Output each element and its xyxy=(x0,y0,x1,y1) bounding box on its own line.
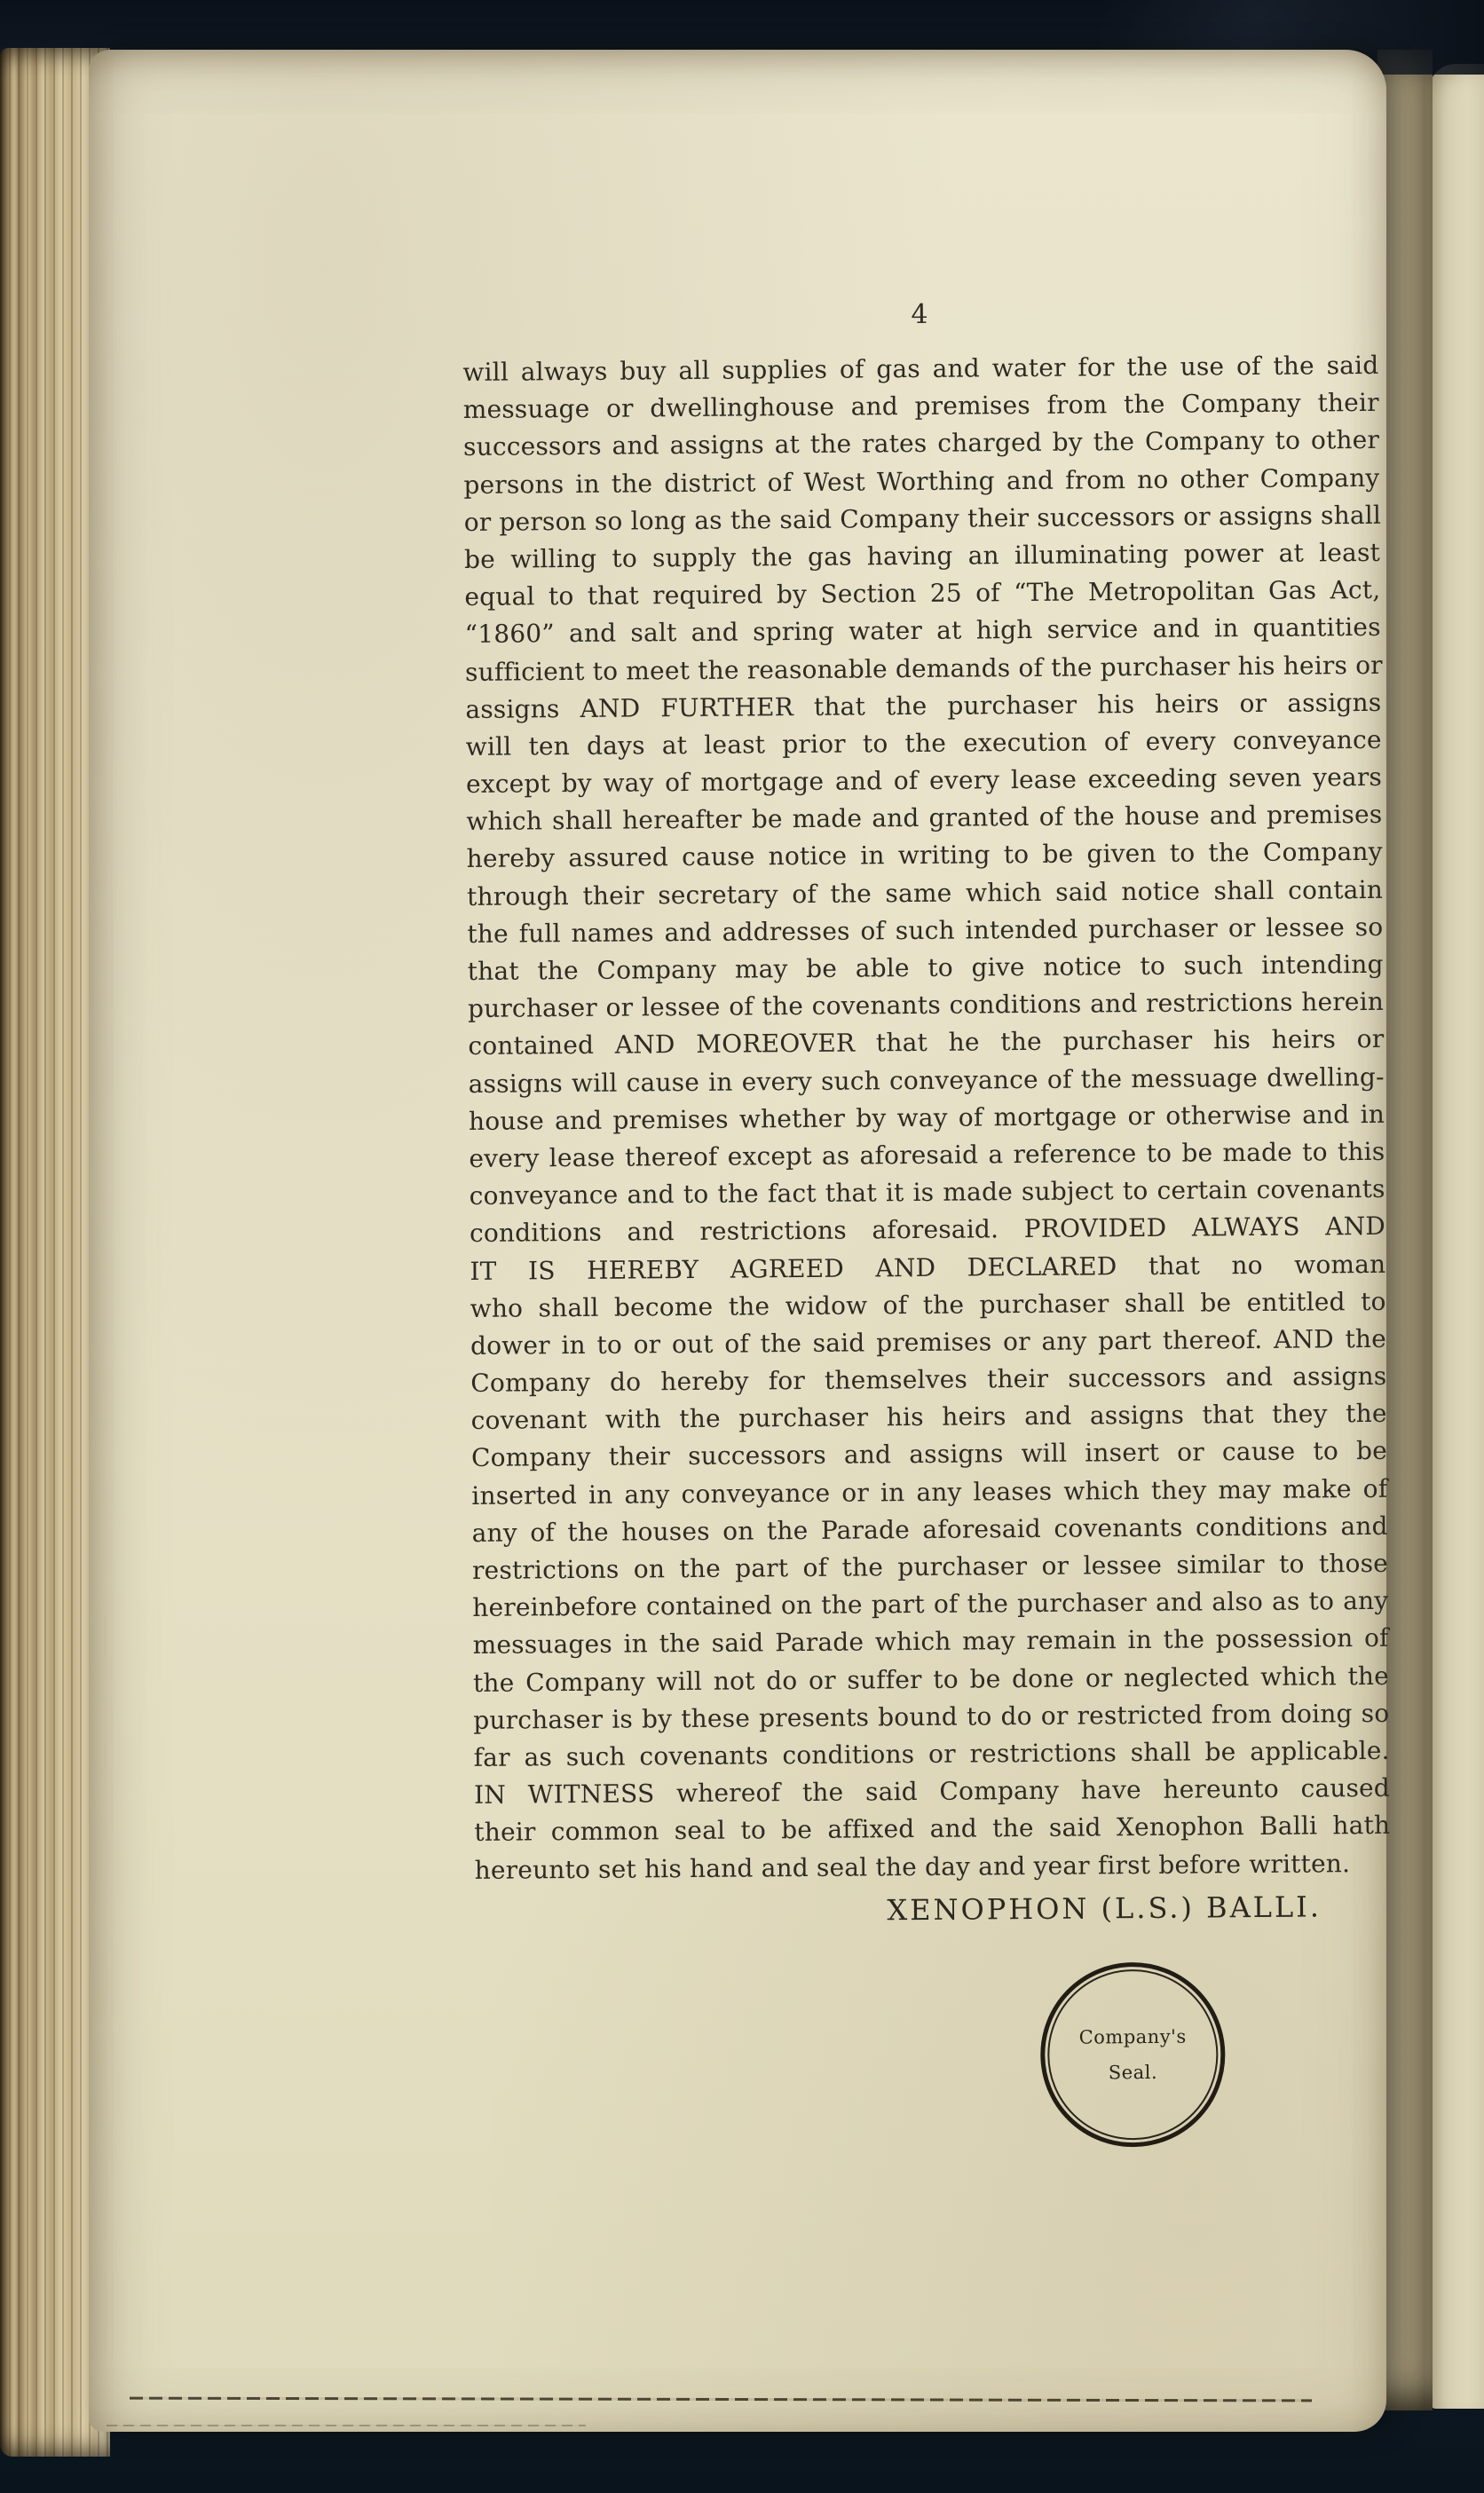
text-line: contained AND MOREOVER that he the purchaser his heirs or xyxy=(468,1024,1385,1061)
text-line: who shall become the widow of the purchaser shall be entitled to xyxy=(470,1286,1386,1323)
page-stitch-line-faint xyxy=(107,2425,586,2426)
seal-text-line2: Seal. xyxy=(1108,2061,1158,2084)
signature-line: XENOPHON (L.S.) BALLI. xyxy=(887,1889,1322,1928)
text-line: purchaser is by these presents bound to do or restricted from doing so xyxy=(473,1698,1390,1735)
text-line: that the Company may be able to give notice to such intending xyxy=(467,949,1384,986)
text-line: every lease thereof except as aforesaid a reference to be made to this xyxy=(469,1136,1385,1173)
text-line: inserted in any conveyance or in any leases which they may make of xyxy=(471,1473,1388,1511)
text-line: messuage or dwellinghouse and premises from the Company their xyxy=(462,388,1379,425)
text-line: hereinbefore contained on the part of the purchaser and also as to any xyxy=(472,1586,1389,1623)
text-line: “1860” and salt and spring water at high service and in quantities xyxy=(464,612,1381,650)
text-line: successors and assigns at the rates charged by the Company to other xyxy=(462,425,1380,462)
text-line: any of the houses on the Parade aforesaid covenants conditions and xyxy=(471,1511,1388,1548)
text-line: equal to that required by Section 25 of “The Metropolitan Gas Act, xyxy=(464,574,1381,612)
page-number: 4 xyxy=(911,298,930,331)
text-line: hereunto set his hand and seal the day and year first before written. xyxy=(474,1848,1351,1885)
text-line: IT IS HEREBY AGREED AND DECLARED that no woman xyxy=(470,1249,1386,1286)
text-line: the full names and addresses of such intended purchaser or lessee so xyxy=(467,911,1384,949)
text-line: IN WITNESS whereof the said Company have hereunto caused xyxy=(473,1772,1391,1811)
text-line: or person so long as the said Company their successors or assigns shall xyxy=(463,500,1382,537)
text-line: conveyance and to the fact that it is made subject to certain covenants xyxy=(469,1173,1385,1211)
text-line: except by way of mortgage and of every lease exceeding seven years xyxy=(465,761,1383,800)
text-line: their common seal to be affixed and the said Xenophon Balli hath xyxy=(474,1811,1391,1848)
text-line: far as such covenants conditions or restrictions shall be applicable. xyxy=(473,1735,1390,1772)
page-content xyxy=(82,45,1398,2437)
text-line: purchaser or lessee of the covenants conditions and restrictions herein xyxy=(467,987,1385,1024)
text-line: sufficient to meet the reasonable demands of the purchaser his heirs or xyxy=(464,650,1383,687)
next-page-edge xyxy=(1429,64,1484,2409)
text-line: persons in the district of West Worthing and from no other Company xyxy=(463,462,1380,500)
text-line: will ten days at least prior to the execution of every conveyance xyxy=(465,724,1382,761)
text-line: the Company will not do or suffer to be done or neglected which the xyxy=(472,1661,1390,1698)
text-line: Company their successors and assigns will insert or cause to be xyxy=(470,1436,1388,1473)
text-line: dower in to or out of the said premises or any part thereof. AND the xyxy=(470,1323,1387,1361)
text-line: be willing to supply the gas having an illuminating power at least xyxy=(463,537,1381,574)
text-line: restrictions on the part of the purchaser or lessee similar to those xyxy=(471,1548,1389,1585)
text-line: assigns AND FURTHER that the purchaser his heirs or assigns xyxy=(465,687,1382,724)
text-line: covenant with the purchaser his heirs and assigns that they the xyxy=(470,1399,1387,1436)
book-page xyxy=(89,50,1391,2432)
text-line: through their secretary of the same which said notice shall contain xyxy=(466,874,1384,911)
body-text xyxy=(462,347,1391,1889)
text-line: will always buy all supplies of gas and water for the use of the said xyxy=(462,350,1379,387)
text-line: hereby assured cause notice in writing to be given to the Company xyxy=(466,837,1383,874)
text-line: Company do hereby for themselves their successors and assigns xyxy=(470,1361,1387,1399)
text-line: which shall hereafter be made and granted of the house and premises xyxy=(466,800,1383,837)
company-seal xyxy=(1040,1961,1227,2148)
text-line: messuages in the said Parade which may remain in the possession of xyxy=(472,1623,1389,1661)
text-line: house and premises whether by way of mortgage or otherwise and in xyxy=(468,1099,1385,1136)
text-line: assigns will cause in every such conveyance of the messuage dwelling- xyxy=(468,1061,1385,1099)
company-seal-inner-ring xyxy=(1047,1968,1220,2141)
text-line: conditions and restrictions aforesaid. PROVIDED ALWAYS AND xyxy=(469,1211,1386,1249)
seal-text-line1: Company's xyxy=(1078,2025,1187,2048)
